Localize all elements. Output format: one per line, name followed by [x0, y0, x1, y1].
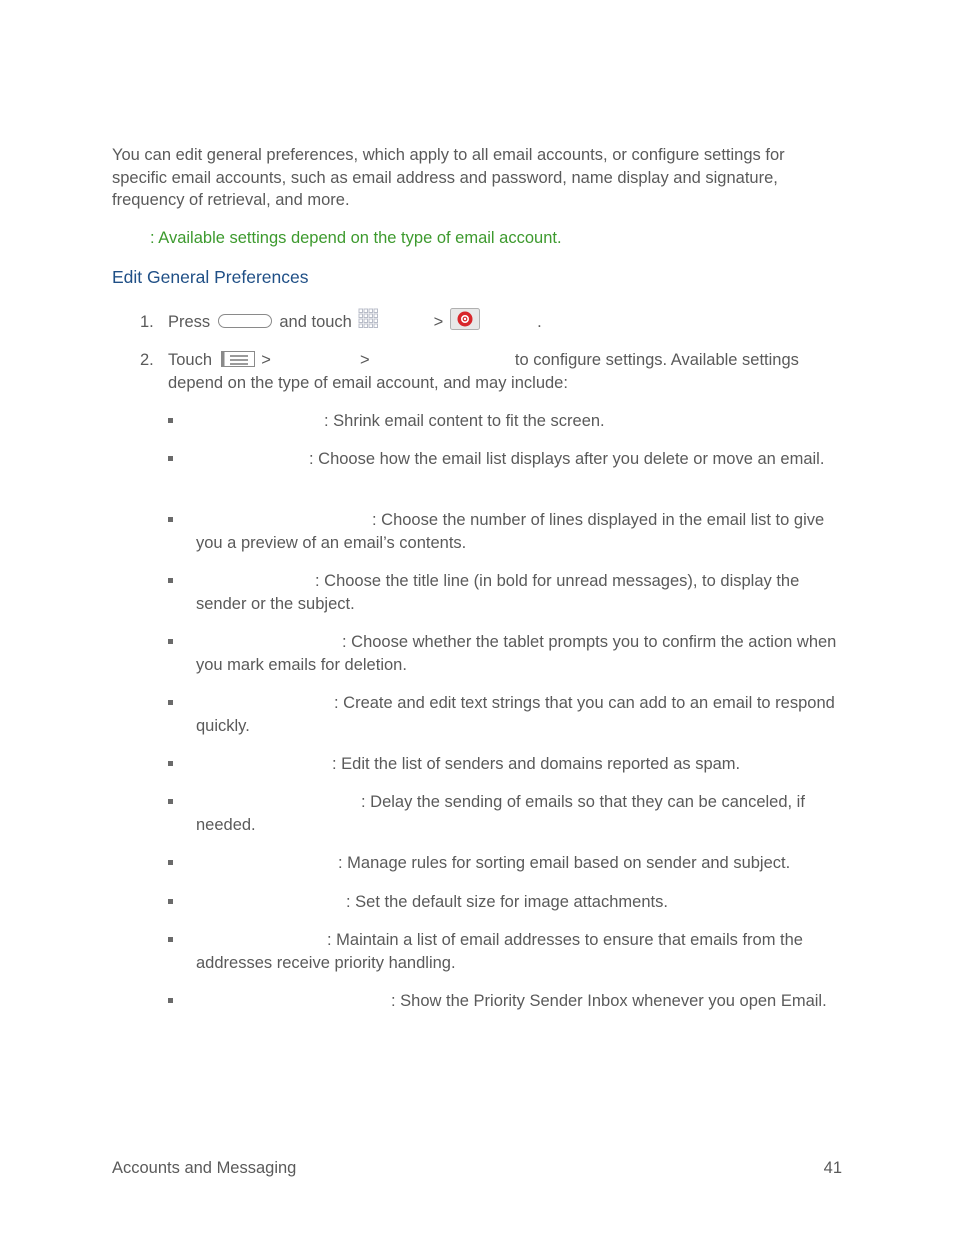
- list-item-text: : Shrink email content to fit the screen.: [324, 412, 605, 430]
- list-item-text: : Manage rules for sorting email based on sender and subject.: [338, 854, 791, 872]
- step-number: 2.: [140, 351, 154, 369]
- bullet-marker: [168, 998, 173, 1003]
- bullet-marker: [168, 456, 173, 461]
- list-item-text: : Delay the sending of emails so that they can be canceled, if needed.: [196, 793, 805, 834]
- step-body: [168, 311, 848, 334]
- step-text: .: [537, 313, 542, 331]
- step-text: to configure settings. Available settings depend on the type of email account, and may include:: [168, 351, 799, 392]
- step-body: [168, 349, 848, 394]
- step-text: Touch: [168, 351, 213, 369]
- list-item-text: : Edit the list of senders and domains reported as spam.: [332, 755, 741, 773]
- intro-paragraph: You can edit general preferences, which apply to all email accounts, or configure settings for specific email accounts, such as email address and password, name display and signature, frequency of retrieval, and more.: [112, 146, 785, 209]
- footer-section-title: Accounts and Messaging: [112, 1159, 297, 1177]
- section-title: Edit General Preferences: [112, 267, 309, 287]
- list-item-text: : Choose the title line (in bold for unread messages), to display the sender or the subject.: [196, 572, 800, 613]
- note-text: : Available settings depend on the type of email account.: [150, 229, 562, 247]
- step-text: >: [261, 351, 271, 369]
- list-item-text: : Set the default size for image attachments.: [346, 893, 668, 911]
- list-item-text: : Choose whether the tablet prompts you to confirm the action when you mark emails for deletion.: [196, 633, 837, 674]
- menu-key-icon: [221, 351, 255, 367]
- list-item-text: : Show the Priority Sender Inbox whenever you open Email.: [391, 992, 827, 1010]
- step-text: and touch: [279, 313, 352, 331]
- step-text: >: [433, 313, 444, 331]
- bullet-marker: [168, 761, 173, 766]
- bullet-marker: [168, 799, 173, 804]
- list-item-text: : Choose how the email list displays after you delete or move an email.: [309, 450, 825, 468]
- bullet-marker: [168, 639, 173, 644]
- bullet-marker: [168, 937, 173, 942]
- list-item-text: : Choose the number of lines displayed in the email list to give you a preview of an email’s contents.: [196, 511, 825, 552]
- home-key-icon: [218, 314, 272, 328]
- bullet-marker: [168, 418, 173, 423]
- list-item-text: : Create and edit text strings that you can add to an email to respond quickly.: [196, 694, 835, 735]
- step-text: >: [360, 351, 370, 369]
- bullet-marker: [168, 860, 173, 865]
- page-number: 41: [823, 1159, 842, 1177]
- email-app-icon: [450, 308, 480, 330]
- apps-grid-icon: [358, 308, 378, 330]
- step-text: Press: [168, 313, 211, 331]
- step-number: 1.: [140, 313, 154, 331]
- bullet-marker: [168, 700, 173, 705]
- list-item-text: : Maintain a list of email addresses to ensure that emails from the addresses receive priority handling.: [196, 931, 803, 972]
- bullet-marker: [168, 578, 173, 583]
- bullet-marker: [168, 517, 173, 522]
- bullet-marker: [168, 899, 173, 904]
